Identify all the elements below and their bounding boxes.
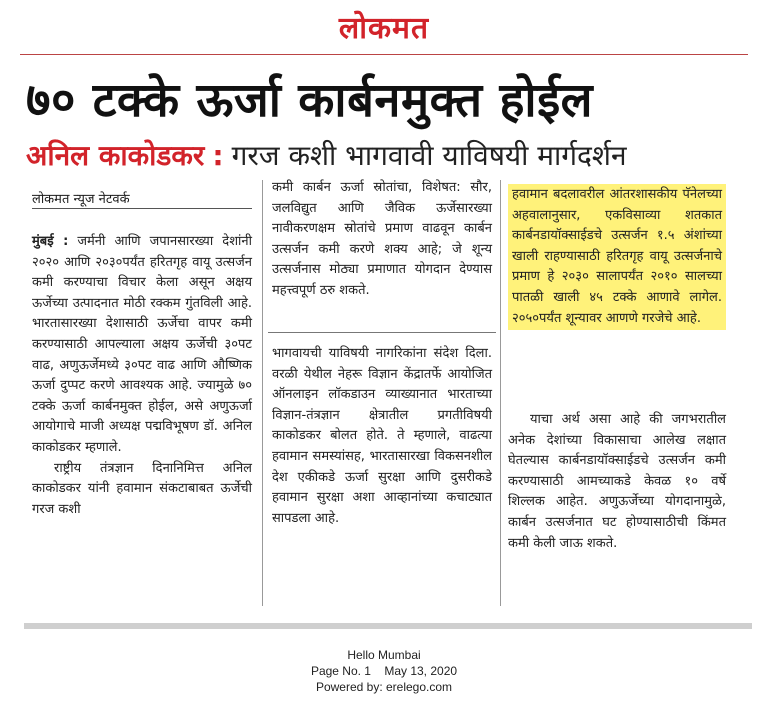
subheadline-text: गरज कशी भागवावी याविषयी मार्गदर्शन xyxy=(231,139,627,172)
subheadline-separator: : xyxy=(212,139,224,172)
column-divider xyxy=(500,180,501,606)
footer-page-line xyxy=(0,664,768,678)
masthead-logo: लोकमत xyxy=(338,11,430,46)
column-divider xyxy=(262,180,263,606)
article-column-2-top: कमी कार्बन ऊर्जा स्रोतांचा, विशेषत: सौर, जलविद्युत आणि जैविक ऊर्जेसारख्या नावीकरणक्षम स्रोतांचे प्रमाण वाढवून कार्बन उत्सर्जन कमी करणे शक्य आहे; जे शून्य उत्सर्जनास मोठ्या प्रमाणात योगदान देण्यास महत्त्वपूर्ण ठरु शकते. xyxy=(272,180,492,298)
article-column-3: याचा अर्थ असा आहे की जगभरातील अनेक देशांच्या विकासाचा आलेख लक्षात घेतल्यास कार्बनडायॉक्साईडचे उत्सर्जन कमी करण्यासाठी आमच्याकडे केवळ १० वर्षे शिल्लक आहेत. अणुऊर्जेच्या योगदानामुळे, कार्बन उत्सर्जनात घट होण्यासाठीची किंमत कमी केली जाऊ शकते. xyxy=(508,412,726,551)
footer-edition: Hello Mumbai xyxy=(347,648,421,662)
column-2-rule xyxy=(268,332,496,333)
page-bottom-band xyxy=(24,623,752,629)
dateline: मुंबई : xyxy=(32,234,69,249)
headline: ७० टक्के ऊर्जा कार्बनमुक्त होईल xyxy=(26,73,594,128)
article-column-1 xyxy=(32,232,252,520)
subheadline xyxy=(26,136,627,174)
paragraph-text: जर्मनी आणि जपानसारख्या देशांनी २०२० आणि २०३०पर्यंत हरितगृह वायू उत्सर्जन कमी करण्याचा विचार केला असून अक्षय ऊर्जेच्या उत्पादनात मोठी रक्कम गुंतविली आहे. भारतासारख्या देशासाठी ऊर्जेचा वापर कमी करण्यासाठी आपल्याला अक्षय ऊर्जेची ३०पट वाढ, अणुऊर्जेमध्ये ३०पट वाढ आणि औष्णिक ऊर्जा दुप्पट करणे आवश्यक आहे. ज्यामुळे ७० टक्के ऊर्जा कार्बनमुक्त होईल, असे अणुऊर्जा आयोगाचे माजी अध्यक्ष पद्मविभूषण डॉ. अनिल काकोडकर म्हणाले. xyxy=(32,234,252,455)
paragraph xyxy=(32,232,252,459)
paragraph: राष्ट्रीय तंत्रज्ञान दिनानिमित्त अनिल काकोडकर यांनी हवामान संकटाबाबत ऊर्जेची गरज कशी xyxy=(32,460,252,517)
footer-page: Page No. 1 xyxy=(310,664,371,678)
highlighted-box: हवामान बदलावरील आंतरशासकीय पॅनेलच्या अहवालानुसार, एकविसाव्या शतकात कार्बनडायॉक्साईडचे उत्सर्जन १.५ अंशांच्या खाली राहण्यासाठी हरितगृह वायू उत्सर्जनाचे प्रमाण हे २०३० सालापर्यंत २०१० सालच्या पातळी खाली ४५ टक्के आणावे लागेल. २०५०पर्यंत शून्यावर आणणे गरजेचे आहे. xyxy=(508,184,726,330)
footer-powered: Powered by: erelego.com xyxy=(315,680,453,694)
masthead-rule xyxy=(20,54,748,55)
article-column-2-bottom: भागवायची याविषयी नागरिकांना संदेश दिला. वरळी येथील नेहरू विज्ञान केंद्रातर्फे आयोजित ऑनलाइन लॉकडाउन व्याख्यानात भारताच्या विज्ञान-तंत्रज्ञान क्षेत्रातील प्रगतीविषयी काकोडकर बोलत होते. ते म्हणाले, वाढत्या हवामान समस्यांसह, भारतासारखा विकसनशील देश एकीकडे ऊर्जा सुरक्षा आणि दुसरीकडे हवामान सुरक्षा अशा आव्हानांच्या कचाट्यात सापडला आहे. xyxy=(272,346,492,526)
subheadline-name: अनिल काकोडकर xyxy=(26,139,205,172)
byline-rule xyxy=(32,208,252,209)
byline: लोकमत न्यूज नेटवर्क xyxy=(32,192,130,207)
footer-date: May 13, 2020 xyxy=(384,664,458,678)
